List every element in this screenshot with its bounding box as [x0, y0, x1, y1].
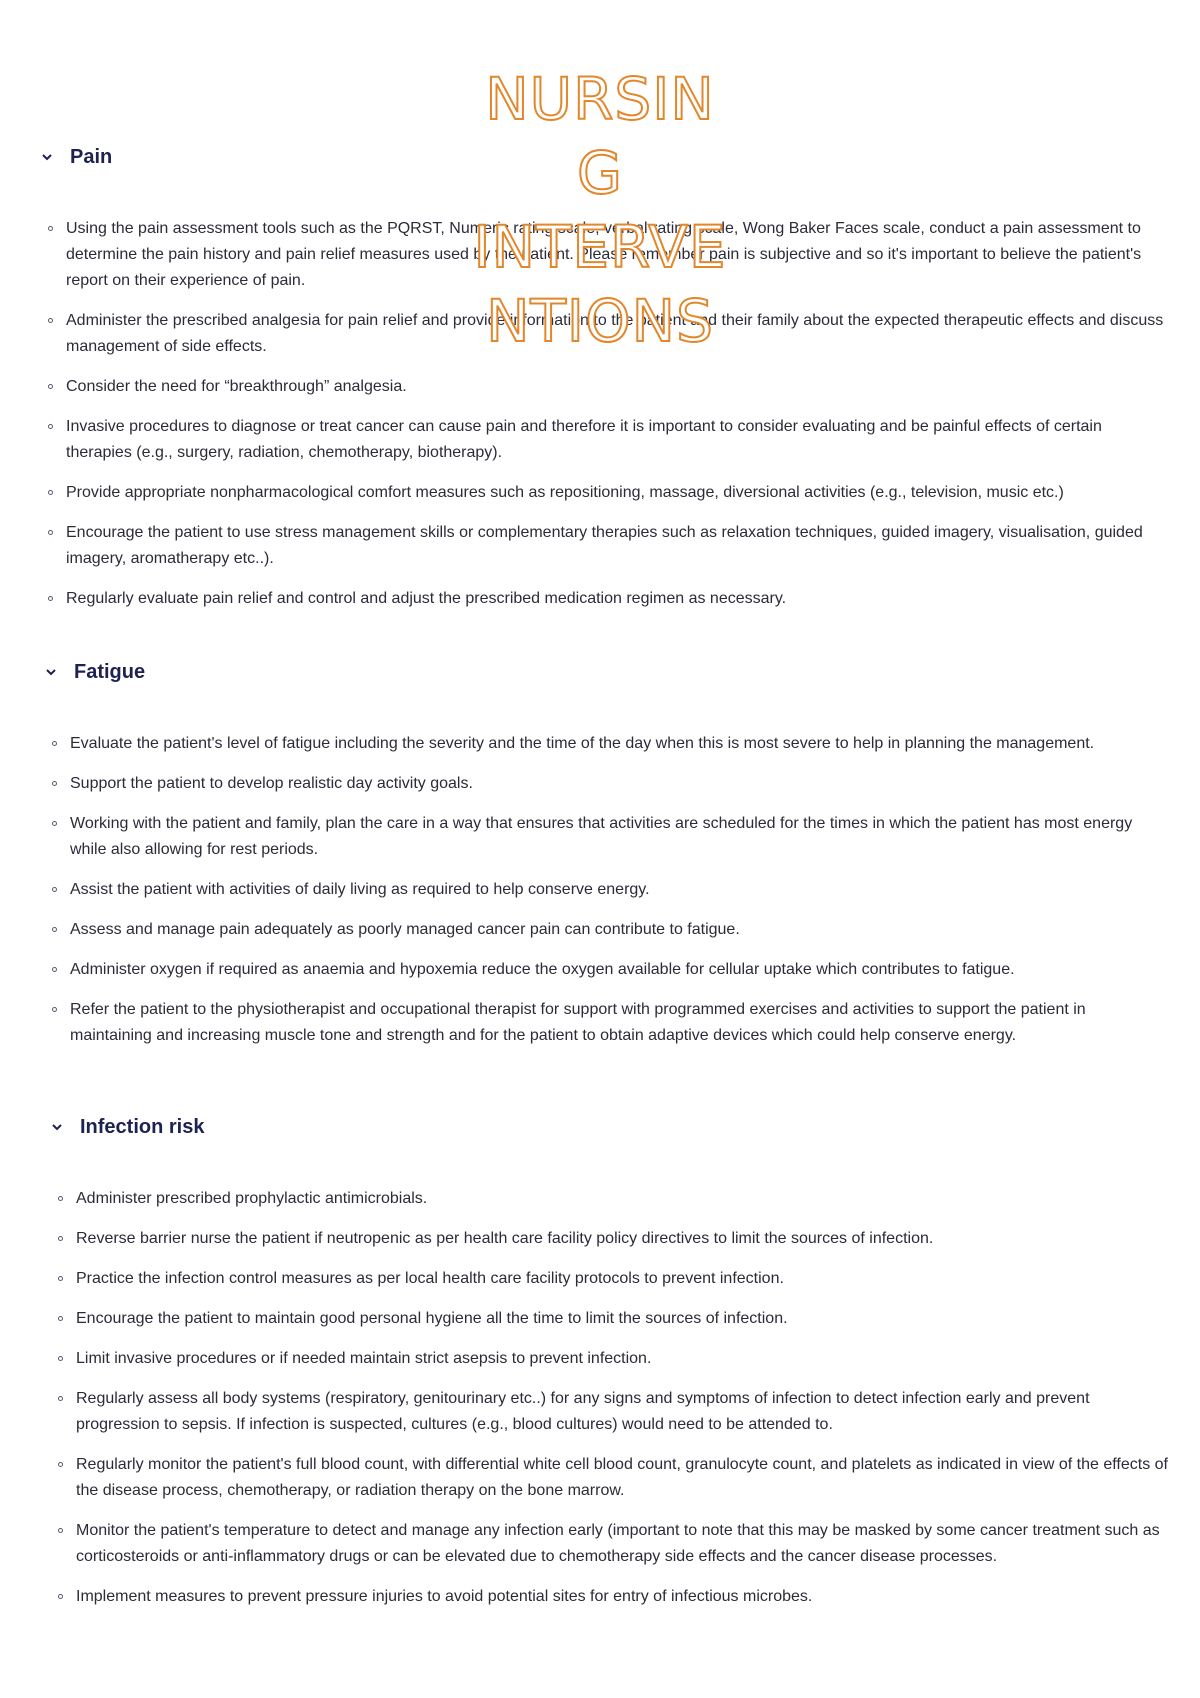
section-title: Fatigue [74, 660, 146, 683]
list-item [58, 1346, 1170, 1372]
bullet-icon [58, 1316, 63, 1321]
item-text: Implement measures to prevent pressure injuries to avoid potential sites for entry of infectious microbes. [76, 1588, 813, 1605]
item-text: Using the pain assessment tools such as the PQRST, Numeric rating scale, verbal rating scale, Wong Baker Faces scale, conduct a pain assessment to determine the pain history and pain relief measures used by the patient. Please remember pain is subjective and so it's important to believe the patient's report on their experience of pain. [66, 220, 1142, 289]
bullet-icon [52, 967, 57, 972]
bullet-icon [48, 530, 53, 535]
item-text: Administer prescribed prophylactic antimicrobials. [76, 1190, 428, 1207]
list-item [52, 731, 1170, 757]
list-item [48, 480, 1170, 506]
list-item [48, 414, 1170, 466]
list-item [48, 586, 1170, 612]
bullet-icon [58, 1236, 63, 1241]
bullet-icon [48, 384, 53, 389]
bullet-icon [52, 741, 57, 746]
list-item [58, 1226, 1170, 1252]
bullet-icon [52, 927, 57, 932]
item-text: Invasive procedures to diagnose or treat cancer can cause pain and therefore it is important to consider evaluating and be painful effects of certain therapies (e.g., surgery, radiation, chemotherapy, biotherapy). [66, 418, 1102, 461]
item-text: Working with the patient and family, plan the care in a way that ensures that activities are scheduled for the times in which the patient has most energy while also allowing for rest periods. [70, 815, 1133, 858]
list-item [48, 520, 1170, 572]
bullet-icon [48, 318, 53, 323]
list-item [58, 1306, 1170, 1332]
list-item [48, 216, 1170, 294]
item-text: Regularly assess all body systems (respiratory, genitourinary etc..) for any signs and symptoms of infection to detect infection early and prevent progression to sepsis. If infection is suspected, cultures (e.g., blood cultures) would need to be attended to. [76, 1390, 1090, 1433]
item-text: Reverse barrier nurse the patient if neutropenic as per health care facility policy directives to limit the sources of infection. [76, 1230, 934, 1247]
item-text: Administer the prescribed analgesia for pain relief and provide information to the patient and their family about the expected therapeutic effects and discuss management of side effects. [66, 312, 1164, 355]
list-item [52, 771, 1170, 797]
bullet-icon [58, 1528, 63, 1533]
item-list [52, 731, 1170, 1049]
item-text: Monitor the patient's temperature to detect and manage any infection early (important to note that this may be masked by some cancer treatment such as corticosteroids or anti-inflammatory drugs or can be elevated due to chemotherapy side effects and the cancer disease processes. [76, 1522, 1160, 1565]
item-text: Regularly monitor the patient's full blood count, with differential white cell blood count, granulocyte count, and platelets as indicated in view of the effects of the disease process, chemotherapy, or radiation therapy on the bone marrow. [76, 1456, 1168, 1499]
item-text: Support the patient to develop realistic day activity goals. [70, 775, 473, 792]
item-text: Evaluate the patient's level of fatigue including the severity and the time of the day when this is most severe to help in planning the management. [70, 735, 1095, 752]
item-list [48, 216, 1170, 612]
section-header-fatigue[interactable] [44, 657, 1170, 687]
bullet-icon [58, 1594, 63, 1599]
item-list [58, 1186, 1170, 1610]
item-text: Encourage the patient to use stress management skills or complementary therapies such as relaxation techniques, guided imagery, visualisation, guided imagery, aromatherapy etc..). [66, 524, 1143, 567]
section-pain [40, 142, 1170, 626]
item-text: Refer the patient to the physiotherapist and occupational therapist for support with programmed exercises and activities to support the patient in maintaining and increasing muscle tone and strength and for the patient to obtain adaptive devices which could help conserve energy. [70, 1001, 1086, 1044]
bullet-icon [58, 1276, 63, 1281]
list-item [48, 374, 1170, 400]
title-line: G [577, 139, 623, 207]
title-line: NURSIN [485, 65, 715, 133]
bullet-icon [58, 1356, 63, 1361]
section-title: Pain [70, 145, 113, 168]
bullet-icon [48, 596, 53, 601]
list-item [52, 917, 1170, 943]
bullet-icon [48, 226, 53, 231]
bullet-icon [52, 887, 57, 892]
list-item [52, 811, 1170, 863]
item-text: Provide appropriate nonpharmacological comfort measures such as repositioning, massage, diversional activities (e.g., television, music etc.) [66, 484, 1064, 501]
chevron-down-icon[interactable] [40, 150, 54, 164]
item-text: Administer oxygen if required as anaemia and hypoxemia reduce the oxygen available for cellular uptake which contributes to fatigue. [70, 961, 1015, 978]
item-text: Encourage the patient to maintain good personal hygiene all the time to limit the sources of infection. [76, 1310, 788, 1327]
list-item [48, 308, 1170, 360]
item-text: Limit invasive procedures or if needed maintain strict asepsis to prevent infection. [76, 1350, 652, 1367]
list-item [52, 877, 1170, 903]
list-item [58, 1518, 1170, 1570]
chevron-down-icon[interactable] [44, 665, 58, 679]
list-item [58, 1386, 1170, 1438]
section-fatigue [44, 657, 1170, 1063]
list-item [58, 1584, 1170, 1610]
bullet-icon [48, 424, 53, 429]
section-header-pain[interactable] [40, 142, 1170, 172]
section-title: Infection risk [80, 1115, 205, 1138]
title-line: INTERVE [473, 213, 727, 281]
bullet-icon [48, 490, 53, 495]
bullet-icon [58, 1462, 63, 1467]
item-text: Regularly evaluate pain relief and control and adjust the prescribed medication regimen as necessary. [66, 590, 787, 607]
chevron-down-icon[interactable] [50, 1120, 64, 1134]
item-text: Consider the need for “breakthrough” analgesia. [66, 378, 407, 395]
bullet-icon [52, 781, 57, 786]
bullet-icon [52, 1007, 57, 1012]
title-line: NTIONS [486, 287, 714, 355]
list-item [52, 957, 1170, 983]
item-text: Assist the patient with activities of daily living as required to help conserve energy. [70, 881, 650, 898]
bullet-icon [58, 1396, 63, 1401]
list-item [58, 1266, 1170, 1292]
bullet-icon [58, 1196, 63, 1201]
list-item [58, 1186, 1170, 1212]
bullet-icon [52, 821, 57, 826]
list-item [52, 997, 1170, 1049]
section-header-infection-risk[interactable] [50, 1112, 1170, 1142]
list-item [58, 1452, 1170, 1504]
item-text: Practice the infection control measures as per local health care facility protocols to prevent infection. [76, 1270, 784, 1287]
section-infection-risk [50, 1112, 1170, 1624]
item-text: Assess and manage pain adequately as poorly managed cancer pain can contribute to fatigue. [70, 921, 740, 938]
